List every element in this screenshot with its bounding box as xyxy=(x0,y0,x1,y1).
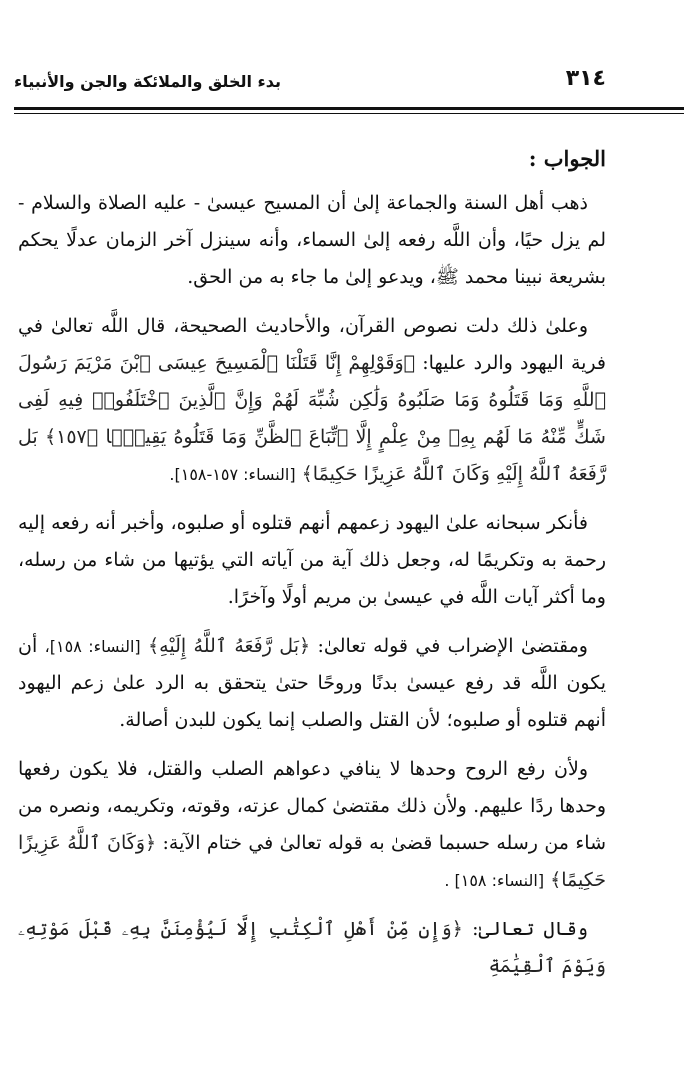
paragraph-1: ذهب أهل السنة والجماعة إلىٰ أن المسيح عيسىٰ - عليه الصلاة والسلام - لم يزل حيًا، وأن اللَّه رفعه إلىٰ السماء، وأنه سينزل آخر الزمان عدلًا يحكم بشريعة نبينا محمد ﷺ، ويدعو إلىٰ ما جاء به من الحق. xyxy=(18,192,606,288)
quran-verse-closing: ﴿وَكَانَ ٱللَّهُ عَزِيزًا حَكِيمًا﴾ xyxy=(18,832,606,891)
paragraph-6-intro: وقال تعالىٰ: xyxy=(472,918,589,940)
header-rule-thick xyxy=(14,107,684,110)
verse-citation: [النساء: ١٥٧-١٥٨]. xyxy=(169,465,296,484)
page-body xyxy=(18,140,606,997)
paragraph-4 xyxy=(18,628,606,739)
paragraph-2-intro: وعلىٰ ذلك دلت نصوص القرآن، والأحاديث الصحيحة، قال اللَّه تعالىٰ في فرية اليهود والرد عليها: xyxy=(18,315,606,374)
paragraph-4-rest: أن يكون اللَّه قد رفع عيسىٰ بدنًا وروحًا حتىٰ يتحقق به الرد علىٰ زعم اليهود أنهم قتلوه أو صلبوه؛ لأن القتل والصلب إنما يكون للبدن أصالة. xyxy=(18,635,606,731)
header-rule-thin xyxy=(14,113,684,114)
quran-verse-nisa-159: ﴿وَإِن مِّنْ أَهْلِ ٱلْكِتَٰبِ إِلَّا لَيُؤْمِنَنَّ بِهِۦ قَبْلَ مَوْتِهِۦ وَيَوْمَ ٱلْقِيَٰمَةِ xyxy=(18,918,606,977)
quran-verse-nisa-158: ﴿بَل رَّفَعَهُ ٱللَّهُ إِلَيْهِ﴾ xyxy=(148,635,311,657)
answer-heading: الجواب : xyxy=(528,146,606,171)
paragraph-5 xyxy=(18,751,606,899)
verse-citation: [النساء: ١٥٨]، xyxy=(44,637,141,656)
paragraph-4-intro: ومقتضىٰ الإضراب في قوله تعالىٰ: xyxy=(317,635,588,657)
paragraph-2 xyxy=(18,308,606,493)
page-number: ٣١٤ xyxy=(565,66,606,91)
paragraph-5-text: ولأن رفع الروح وحدها لا ينافي دعواهم الصلب والقتل، فلا يكون رفعها وحدها ردًا عليهم. ولأن ذلك مقتضىٰ كمال عزته، وقوته، وتكريمه، ونصره من شاء من رسله حسبما قضىٰ به قوله تعالىٰ في ختام الآية: xyxy=(18,758,606,854)
paragraph-3: فأنكر سبحانه علىٰ اليهود زعمهم أنهم قتلوه أو صلبوه، وأخبر أنه رفعه إليه رحمة به وتكريمًا له، وجعل ذلك آية من آياته التي يؤتيها من شاء من رسله، وما أكثر آيات اللَّه في عيسىٰ بن مريم أولًا وآخرًا. xyxy=(18,512,606,608)
verse-citation: [النساء: ١٥٨] . xyxy=(444,871,545,890)
running-header-title: بدء الخلق والملائكة والجن والأنبياء xyxy=(14,72,281,91)
paragraph-6 xyxy=(18,911,606,985)
quran-verse-nisa-157-158: ﴿وَقَوْلِهِمْ إِنَّا قَتَلْنَا ٱلْمَسِيحَ عِيسَى ٱبْنَ مَرْيَمَ رَسُولَ ٱللَّهِ وَمَا قَتَلُوهُ وَمَا صَلَبُوهُ وَلَٰكِن شُبِّهَ لَهُمْ وَإِنَّ ٱلَّذِينَ ٱخْتَلَفُوا۟ فِيهِ لَفِى شَكٍّ مِّنْهُ مَا لَهُم بِهِۦ مِنْ عِلْمٍ إِلَّا ٱتِّبَاعَ ٱلظَّنِّ وَمَا قَتَلُوهُ يَقِينًۢا ﴿١٥٧﴾ بَل رَّفَعَهُ ٱللَّهُ إِلَيْهِ وَكَانَ ٱللَّهُ عَزِيزًا حَكِيمًا﴾ xyxy=(18,352,606,485)
